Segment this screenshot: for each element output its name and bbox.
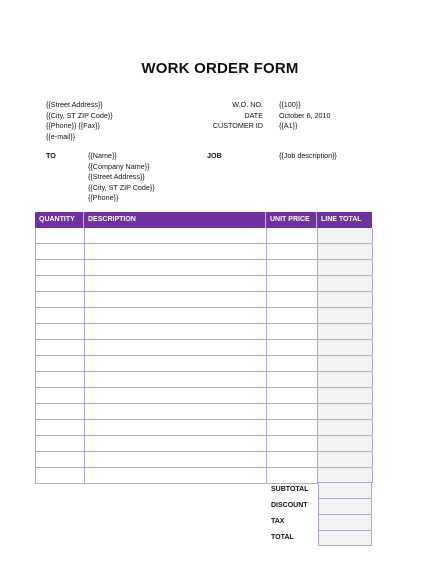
recipient-company: {{Company Name}} [88, 161, 150, 171]
total-row [268, 530, 372, 546]
total-label: TOTAL [271, 534, 294, 541]
sender-street: {{Street Address}} [46, 100, 103, 109]
line-total-cell[interactable] [318, 292, 373, 307]
date-label: DATE [244, 110, 263, 120]
job-label: JOB [207, 151, 222, 160]
description-cell[interactable] [85, 308, 267, 323]
line-total-cell[interactable] [318, 228, 373, 243]
line-total-cell[interactable] [318, 356, 373, 371]
unit-price-cell[interactable] [267, 468, 318, 483]
description-cell[interactable] [85, 420, 267, 435]
tax-row [268, 514, 372, 530]
unit-price-cell[interactable] [267, 260, 318, 275]
recipient-city: {{City, ST ZIP Code}} [88, 182, 155, 192]
quantity-cell[interactable] [36, 276, 85, 291]
unit-price-cell[interactable] [267, 388, 318, 403]
table-row [36, 324, 372, 340]
line-total-cell[interactable] [318, 404, 373, 419]
table-row [36, 436, 372, 452]
sender-city: {{City, ST ZIP Code}} [46, 110, 113, 120]
quantity-cell[interactable] [36, 468, 85, 483]
quantity-cell[interactable] [36, 356, 85, 371]
quantity-cell[interactable] [36, 228, 85, 243]
quantity-cell[interactable] [36, 244, 85, 259]
line-total-cell[interactable] [318, 372, 373, 387]
description-cell[interactable] [85, 388, 267, 403]
quantity-cell[interactable] [36, 260, 85, 275]
quantity-cell[interactable] [36, 436, 85, 451]
line-total-cell[interactable] [318, 260, 373, 275]
line-total-cell[interactable] [318, 324, 373, 339]
line-items-table [35, 212, 372, 484]
header-quantity: QUANTITY [35, 212, 84, 228]
quantity-cell[interactable] [36, 452, 85, 467]
description-cell[interactable] [85, 260, 267, 275]
unit-price-cell[interactable] [267, 308, 318, 323]
line-total-cell[interactable] [318, 340, 373, 355]
recipient-name: {{Name}} [88, 151, 117, 160]
discount-row [268, 498, 372, 514]
unit-price-cell[interactable] [267, 276, 318, 291]
table-body [35, 228, 372, 484]
description-cell[interactable] [85, 244, 267, 259]
table-row [36, 356, 372, 372]
customer-id-label: CUSTOMER ID [212, 121, 263, 130]
header-unit-price: UNIT PRICE [266, 212, 317, 228]
wo-number-label: W.O. NO. [232, 100, 263, 109]
discount-field[interactable] [318, 498, 372, 514]
description-cell[interactable] [85, 356, 267, 371]
sender-email: {{e-mail}} [46, 131, 76, 141]
unit-price-cell[interactable] [267, 452, 318, 467]
sender-phone-fax: {{Phone}} {{Fax}} [46, 121, 100, 130]
quantity-cell[interactable] [36, 420, 85, 435]
quantity-cell[interactable] [36, 308, 85, 323]
description-cell[interactable] [85, 228, 267, 243]
tax-field[interactable] [318, 514, 372, 530]
table-row [36, 292, 372, 308]
unit-price-cell[interactable] [267, 404, 318, 419]
table-row [36, 244, 372, 260]
description-cell[interactable] [85, 468, 267, 483]
description-cell[interactable] [85, 372, 267, 387]
job-description: {{Job description}} [279, 151, 337, 160]
date-value: October 6, 2010 [279, 110, 331, 120]
table-header [35, 212, 372, 228]
quantity-cell[interactable] [36, 388, 85, 403]
quantity-cell[interactable] [36, 292, 85, 307]
description-cell[interactable] [85, 276, 267, 291]
line-total-cell[interactable] [318, 436, 373, 451]
line-total-cell[interactable] [318, 468, 373, 483]
description-cell[interactable] [85, 340, 267, 355]
description-cell[interactable] [85, 324, 267, 339]
quantity-cell[interactable] [36, 324, 85, 339]
unit-price-cell[interactable] [267, 436, 318, 451]
table-row [36, 340, 372, 356]
table-row [36, 452, 372, 468]
recipient-street: {{Street Address}} [88, 172, 145, 181]
description-cell[interactable] [85, 436, 267, 451]
description-cell[interactable] [85, 452, 267, 467]
wo-number-value: {{100}} [279, 100, 301, 109]
totals-block [268, 482, 372, 546]
table-row [36, 420, 372, 436]
unit-price-cell[interactable] [267, 228, 318, 243]
line-total-cell[interactable] [318, 388, 373, 403]
table-row [36, 228, 372, 244]
quantity-cell[interactable] [36, 340, 85, 355]
subtotal-label: SUBTOTAL [271, 486, 309, 493]
discount-label: DISCOUNT [271, 502, 308, 509]
unit-price-cell[interactable] [267, 356, 318, 371]
header-description: DESCRIPTION [84, 212, 266, 228]
unit-price-cell[interactable] [267, 372, 318, 387]
line-total-cell[interactable] [318, 308, 373, 323]
quantity-cell[interactable] [36, 404, 85, 419]
quantity-cell[interactable] [36, 372, 85, 387]
table-row [36, 308, 372, 324]
tax-label: TAX [271, 518, 285, 525]
table-row [36, 388, 372, 404]
subtotal-field[interactable] [318, 482, 372, 498]
line-total-cell[interactable] [318, 452, 373, 467]
unit-price-cell[interactable] [267, 324, 318, 339]
table-row [36, 276, 372, 292]
customer-id-value: {{A1}} [279, 121, 298, 130]
description-cell[interactable] [85, 404, 267, 419]
to-label: TO [46, 151, 56, 160]
unit-price-cell[interactable] [267, 420, 318, 435]
unit-price-cell[interactable] [267, 292, 318, 307]
description-cell[interactable] [85, 292, 267, 307]
unit-price-cell[interactable] [267, 340, 318, 355]
line-total-cell[interactable] [318, 276, 373, 291]
table-row [36, 260, 372, 276]
line-total-cell[interactable] [318, 244, 373, 259]
header-line-total: LINE TOTAL [321, 216, 362, 223]
subtotal-row [268, 482, 372, 498]
table-row [36, 404, 372, 420]
total-field[interactable] [318, 530, 372, 546]
table-row [36, 372, 372, 388]
recipient-phone: {{Phone}} [88, 193, 119, 202]
unit-price-cell[interactable] [267, 244, 318, 259]
page-title: WORK ORDER FORM [141, 60, 299, 77]
line-total-cell[interactable] [318, 420, 373, 435]
